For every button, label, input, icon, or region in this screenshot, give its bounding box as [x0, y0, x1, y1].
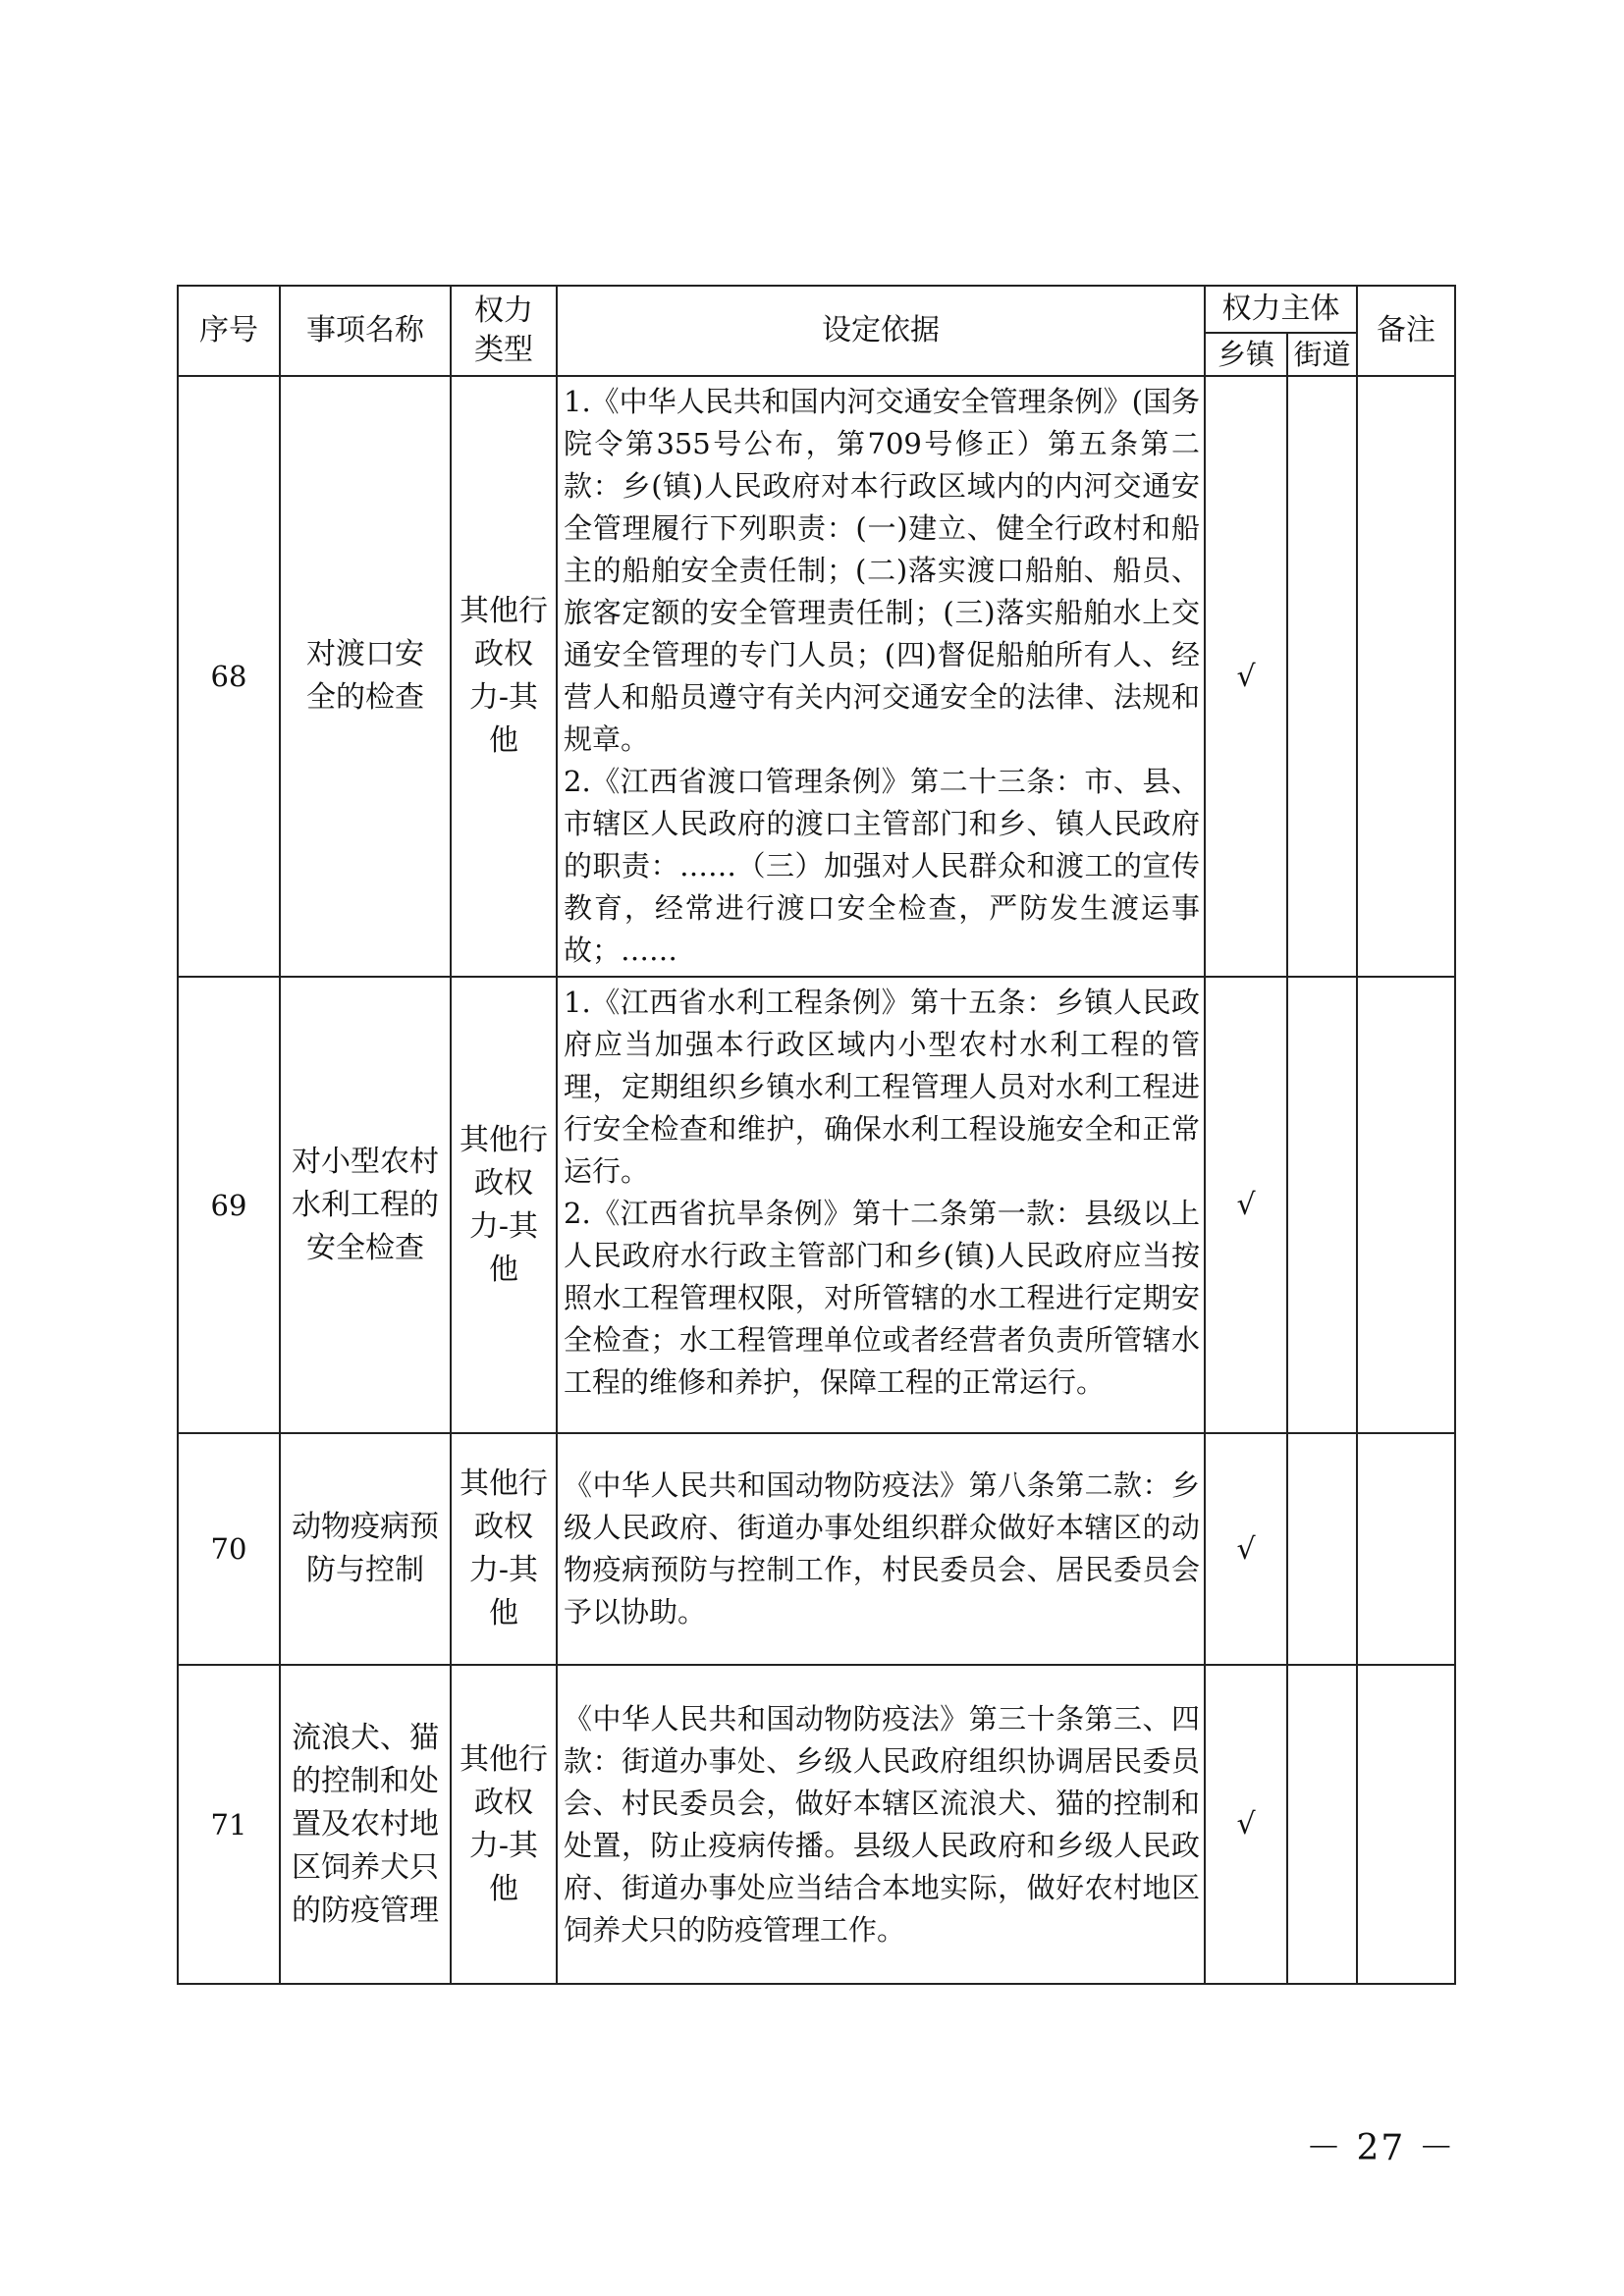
town-check-mark: √: [1205, 1433, 1287, 1665]
power-list-table: [177, 285, 1456, 1985]
item-name: [280, 977, 451, 1433]
header-note: 备注: [1357, 286, 1455, 376]
header-name: 事项名称: [280, 286, 451, 376]
note-cell: [1357, 1433, 1455, 1665]
legal-basis: [557, 376, 1205, 977]
table-header-row: [178, 286, 1455, 333]
page-number: － 27 －: [1306, 2128, 1456, 2168]
header-type: [451, 286, 557, 376]
header-town: 乡镇: [1205, 333, 1287, 376]
item-name: [280, 1665, 451, 1984]
power-list-table-wrapper: [177, 285, 1454, 1985]
table-row: [178, 1433, 1455, 1665]
item-name-text: 流浪犬、猫的控制和处置及农村地区饲养犬只的防疫管理: [292, 1720, 439, 1928]
legal-basis-paragraph: 《中华人民共和国动物防疫法》第八条第二款：乡级人民政府、街道办事处组织群众做好本辖区的动物疫病预防与控制工作，村民委员会、居民委员会予以协助。: [564, 1468, 1200, 1629]
legal-basis: [557, 1433, 1205, 1665]
power-type: [451, 1665, 557, 1984]
item-name-text: 对小型农村水利工程的安全检查: [292, 1144, 439, 1265]
power-type-text: 其他行政权力-其他: [460, 1467, 548, 1630]
item-name-text: 动物疫病预防与控制: [292, 1510, 439, 1587]
street-cell: [1287, 1665, 1357, 1984]
item-name-text: 对渡口安全的检查: [306, 637, 424, 715]
legal-basis-paragraph: 1.《江西省水利工程条例》第十五条：乡镇人民政府应当加强本行政区域内小型农村水利工程的管理，定期组织乡镇水利工程管理人员对水利工程进行安全检查和维护，确保水利工程设施安全和正常运行。: [564, 986, 1200, 1188]
header-no: 序号: [178, 286, 280, 376]
item-name: [280, 1433, 451, 1665]
legal-basis: [557, 977, 1205, 1433]
header-basis: 设定依据: [557, 286, 1205, 376]
row-number: 69: [178, 977, 280, 1433]
row-number: 68: [178, 376, 280, 977]
header-type-text: 权力类型: [474, 294, 533, 367]
power-type-text: 其他行政权力-其他: [460, 594, 548, 758]
header-street: 街道: [1287, 333, 1357, 376]
street-cell: [1287, 977, 1357, 1433]
table-row: [178, 977, 1455, 1433]
header-subject: 权力主体: [1205, 286, 1357, 333]
legal-basis-paragraph: 2.《江西省抗旱条例》第十二条第一款：县级以上人民政府水行政主管部门和乡(镇)人民政府应当按照水工程管理权限，对所管辖的水工程进行定期安全检查；水工程管理单位或者经营者负责所管辖水工程的维修和养护，保障工程的正常运行。: [564, 1197, 1200, 1399]
town-check-mark: √: [1205, 977, 1287, 1433]
table-row: [178, 376, 1455, 977]
power-type: [451, 977, 557, 1433]
town-check-mark: √: [1205, 376, 1287, 977]
legal-basis-paragraph: 2.《江西省渡口管理条例》第二十三条：市、县、市辖区人民政府的渡口主管部门和乡、镇人民政府的职责：……（三）加强对人民群众和渡工的宣传教育，经常进行渡口安全检查，严防发生渡运事故；……: [564, 765, 1200, 967]
note-cell: [1357, 376, 1455, 977]
legal-basis-paragraph: 1.《中华人民共和国内河交通安全管理条例》(国务院令第355号公布，第709号修正）第五条第二款：乡(镇)人民政府对本行政区域内的内河交通安全管理履行下列职责：(一)建立、健全行政村和船主的船舶安全责任制；(二)落实渡口船舶、船员、旅客定额的安全管理责任制；(三)落实船舶水上交通安全管理的专门人员；(四)督促船舶所有人、经营人和船员遵守有关内河交通安全的法律、法规和规章。: [564, 385, 1200, 756]
row-number: 70: [178, 1433, 280, 1665]
power-type: [451, 376, 557, 977]
note-cell: [1357, 977, 1455, 1433]
note-cell: [1357, 1665, 1455, 1984]
row-number: 71: [178, 1665, 280, 1984]
street-cell: [1287, 1433, 1357, 1665]
table-row: [178, 1665, 1455, 1984]
street-cell: [1287, 376, 1357, 977]
power-type-text: 其他行政权力-其他: [460, 1122, 548, 1287]
power-type-text: 其他行政权力-其他: [460, 1741, 548, 1906]
power-type: [451, 1433, 557, 1665]
legal-basis: [557, 1665, 1205, 1984]
item-name: [280, 376, 451, 977]
town-check-mark: √: [1205, 1665, 1287, 1984]
legal-basis-paragraph: 《中华人民共和国动物防疫法》第三十条第三、四款：街道办事处、乡级人民政府组织协调居民委员会、村民委员会，做好本辖区流浪犬、猫的控制和处置，防止疫病传播。县级人民政府和乡级人民政府、街道办事处应当结合本地实际，做好农村地区饲养犬只的防疫管理工作。: [564, 1701, 1200, 1947]
